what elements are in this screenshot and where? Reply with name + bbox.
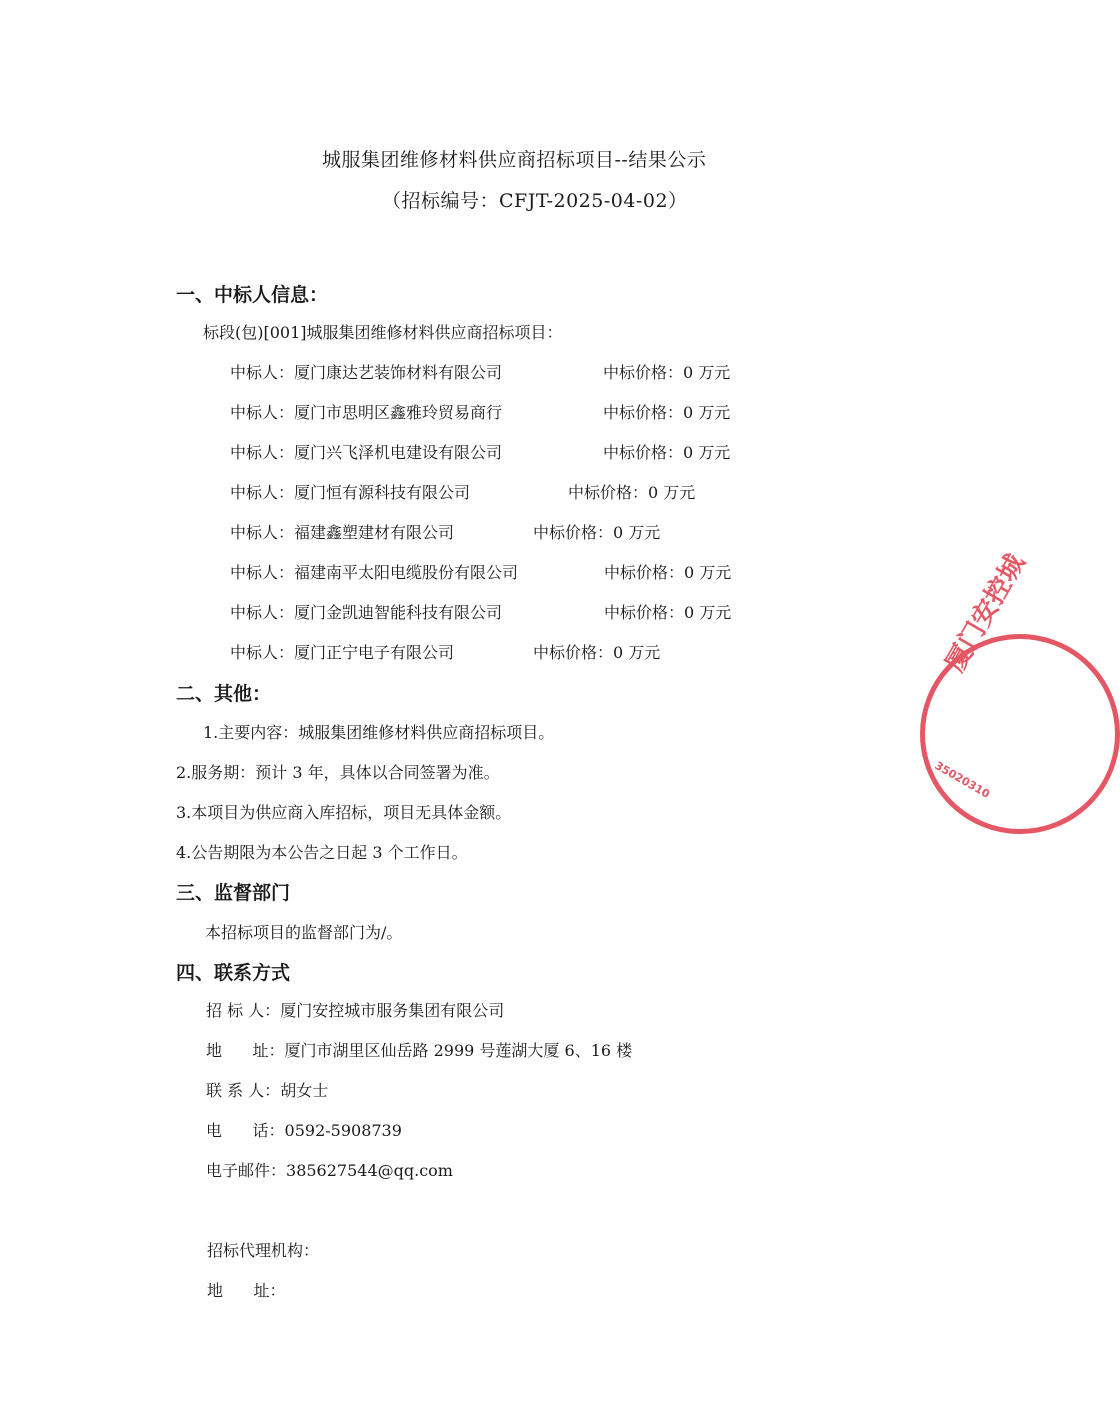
bidder-label: 中标人：: [230, 643, 295, 662]
agency-label: 招标代理机构：: [207, 1241, 320, 1260]
contact-row-address: [206, 1038, 632, 1061]
bidder-name: 福建鑫塑建材有限公司: [294, 523, 455, 542]
bidder-price: 中标价格：0 万元: [533, 643, 661, 662]
bidder-price: 中标价格：0 万元: [603, 403, 731, 422]
contact-value: 0592-5908739: [284, 1121, 402, 1140]
bidder-price: 中标价格：0 万元: [604, 603, 732, 622]
agency-address-label: 地 址：: [207, 1281, 286, 1300]
bidder-label: 中标人：: [230, 603, 295, 622]
bidder-row: [230, 400, 502, 423]
bidder-row: [230, 440, 502, 463]
bidder-price: 中标价格：0 万元: [568, 483, 696, 502]
contact-value: 胡女士: [280, 1081, 329, 1100]
bidder-name: 厦门康达艺装饰材料有限公司: [294, 363, 503, 382]
bidder-label: 中标人：: [230, 523, 295, 542]
bidder-label: 中标人：: [230, 363, 295, 382]
contact-label: 电 话：: [206, 1121, 285, 1140]
tender-number: （招标编号：CFJT-2025-04-02）: [382, 190, 688, 212]
bidder-label: 中标人：: [230, 403, 295, 422]
seal-text: 厦门安控城: [940, 549, 1032, 677]
bidder-name: 厦门金凯迪智能科技有限公司: [294, 603, 503, 622]
contact-row-person: [206, 1078, 328, 1101]
seal-number: 35020310: [932, 759, 993, 801]
page-title: 城服集团维修材料供应商招标项目--结果公示: [322, 149, 707, 171]
section-contact-heading: 四、联系方式: [176, 962, 291, 984]
official-seal-stamp: [920, 549, 1120, 834]
contact-value: 厦门市湖里区仙岳路 2999 号莲湖大厦 6、16 楼: [284, 1041, 633, 1060]
contact-row-email: [206, 1158, 453, 1181]
section-other-heading: 二、其他：: [176, 683, 272, 705]
bidder-name: 厦门正宁电子有限公司: [294, 643, 455, 662]
bidder-label: 中标人：: [230, 563, 295, 582]
bidder-row: [230, 600, 502, 623]
bidder-name: 福建南平太阳电缆股份有限公司: [294, 563, 519, 582]
bidder-price: 中标价格：0 万元: [603, 363, 731, 382]
other-item: 1.主要内容：城服集团维修材料供应商招标项目。: [203, 723, 555, 742]
bidder-row: [230, 520, 454, 543]
contact-row-phone: [206, 1118, 402, 1141]
other-item: 3.本项目为供应商入库招标，项目无具体金额。: [176, 803, 512, 822]
bidder-name: 厦门市思明区鑫雅玲贸易商行: [294, 403, 503, 422]
contact-label: 电子邮件：: [206, 1161, 287, 1180]
bidder-row: [230, 480, 470, 503]
contact-label: 地 址：: [206, 1041, 285, 1060]
supervision-text: 本招标项目的监督部门为/。: [205, 923, 403, 942]
contact-row-tenderer: [206, 998, 504, 1021]
contact-value: 385627544@qq.com: [286, 1161, 453, 1180]
contact-label: 联 系 人：: [206, 1081, 281, 1100]
contact-label: 招 标 人：: [206, 1001, 281, 1020]
bidder-label: 中标人：: [230, 443, 295, 462]
other-item: 2.服务期：预计 3 年，具体以合同签署为准。: [176, 763, 500, 782]
bidder-row: [230, 360, 502, 383]
bidder-name: 厦门兴飞泽机电建设有限公司: [294, 443, 503, 462]
section-supervision-heading: 三、监督部门: [176, 882, 291, 904]
bidder-price: 中标价格：0 万元: [604, 563, 732, 582]
bidder-row: [230, 560, 518, 583]
bidder-label: 中标人：: [230, 483, 295, 502]
bidder-price: 中标价格：0 万元: [533, 523, 661, 542]
bidder-name: 厦门恒有源科技有限公司: [294, 483, 471, 502]
contact-value: 厦门安控城市服务集团有限公司: [280, 1001, 505, 1020]
lot-description: 标段(包)[001]城服集团维修材料供应商招标项目：: [203, 323, 563, 342]
bidder-row: [230, 640, 454, 663]
other-item: 4.公告期限为本公告之日起 3 个工作日。: [176, 843, 468, 862]
bidder-price: 中标价格：0 万元: [603, 443, 731, 462]
section-winner-info-heading: 一、中标人信息：: [176, 284, 329, 306]
